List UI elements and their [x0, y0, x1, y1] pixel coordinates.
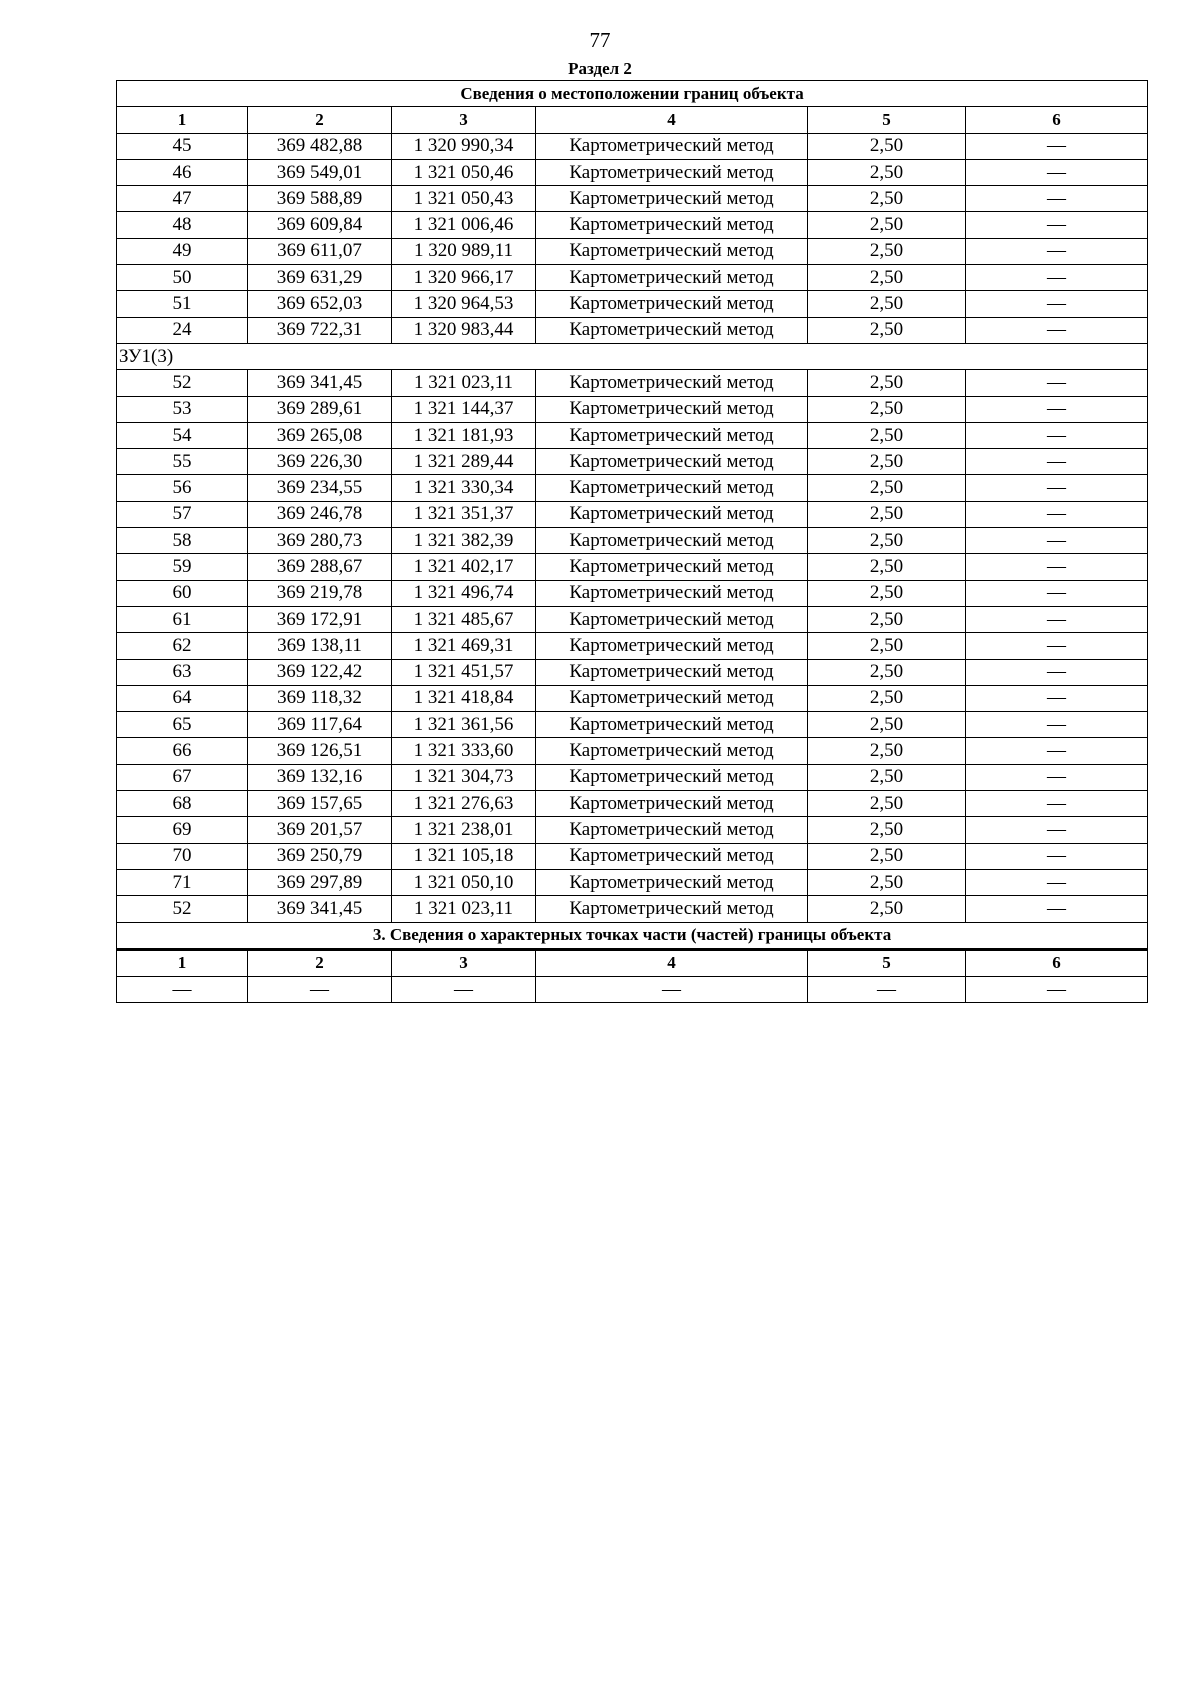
table-cell: 24	[117, 317, 248, 343]
table-cell: Картометрический метод	[536, 317, 808, 343]
part-column-header: 5	[808, 949, 966, 976]
table-cell: 1 320 989,11	[392, 238, 536, 264]
section-title: Раздел 2	[568, 59, 632, 78]
table-cell: 2,50	[808, 554, 966, 580]
table-cell: 60	[117, 580, 248, 606]
table-cell: 2,50	[808, 291, 966, 317]
table-row	[117, 606, 1148, 632]
table-cell: 2,50	[808, 896, 966, 922]
table-cell: 2,50	[808, 869, 966, 895]
table-row	[117, 449, 1148, 475]
table-cell: 63	[117, 659, 248, 685]
table-row	[117, 501, 1148, 527]
table-cell: —	[966, 817, 1148, 843]
table-row	[117, 791, 1148, 817]
table-cell: 2,50	[808, 817, 966, 843]
table-cell: Картометрический метод	[536, 580, 808, 606]
table-cell: —	[966, 317, 1148, 343]
table-cell: 2,50	[808, 475, 966, 501]
table-cell: 65	[117, 712, 248, 738]
table-row	[117, 554, 1148, 580]
table-row	[117, 580, 1148, 606]
table-cell: Картометрический метод	[536, 633, 808, 659]
table-row	[117, 475, 1148, 501]
table-row	[117, 133, 1148, 159]
table-cell: 2,50	[808, 528, 966, 554]
table-cell: 369 611,07	[248, 238, 392, 264]
table-cell: 369 126,51	[248, 738, 392, 764]
table-cell: 2,50	[808, 265, 966, 291]
table-cell: —	[966, 238, 1148, 264]
table-cell: 369 265,08	[248, 422, 392, 448]
table-cell: —	[966, 869, 1148, 895]
table-cell: 64	[117, 685, 248, 711]
table-cell: —	[966, 212, 1148, 238]
table-cell: —	[808, 977, 966, 1003]
table-cell: 1 321 023,11	[392, 896, 536, 922]
table-row	[117, 422, 1148, 448]
table-cell: —	[966, 422, 1148, 448]
table-title: Сведения о местоположении границ объекта	[117, 81, 1148, 107]
table-cell: 2,50	[808, 712, 966, 738]
table-cell: 2,50	[808, 370, 966, 396]
table-cell: 369 280,73	[248, 528, 392, 554]
table-cell: 369 226,30	[248, 449, 392, 475]
table-cell: 56	[117, 475, 248, 501]
column-header-row	[117, 107, 1148, 133]
table-cell: Картометрический метод	[536, 685, 808, 711]
table-cell: 1 320 983,44	[392, 317, 536, 343]
table-cell: —	[966, 580, 1148, 606]
table-cell: 2,50	[808, 738, 966, 764]
table-cell: —	[966, 528, 1148, 554]
table-cell: Картометрический метод	[536, 475, 808, 501]
table-cell: 1 321 469,31	[392, 633, 536, 659]
table-cell: 62	[117, 633, 248, 659]
table-cell: 369 201,57	[248, 817, 392, 843]
table-cell: 1 321 382,39	[392, 528, 536, 554]
boundary-table	[116, 80, 1148, 1003]
table-cell: 1 321 023,11	[392, 370, 536, 396]
table-row	[117, 817, 1148, 843]
table-cell: —	[248, 977, 392, 1003]
table-cell: 369 132,16	[248, 764, 392, 790]
table-cell: —	[966, 475, 1148, 501]
table-cell: 58	[117, 528, 248, 554]
table-cell: —	[966, 685, 1148, 711]
table-cell: 369 157,65	[248, 791, 392, 817]
table-cell: 2,50	[808, 212, 966, 238]
table-cell: 66	[117, 738, 248, 764]
table-cell: 369 341,45	[248, 370, 392, 396]
table-cell: —	[966, 606, 1148, 632]
table-cell: Картометрический метод	[536, 843, 808, 869]
table-cell: Картометрический метод	[536, 159, 808, 185]
table-row	[117, 712, 1148, 738]
table-cell: 47	[117, 186, 248, 212]
table-cell: Картометрический метод	[536, 896, 808, 922]
table-cell: Картометрический метод	[536, 764, 808, 790]
table-cell: 2,50	[808, 843, 966, 869]
table-row	[117, 869, 1148, 895]
table-cell: —	[966, 265, 1148, 291]
table-cell: 369 722,31	[248, 317, 392, 343]
table-cell: 369 234,55	[248, 475, 392, 501]
table-cell: 67	[117, 764, 248, 790]
table-cell: 369 609,84	[248, 212, 392, 238]
table-cell: 57	[117, 501, 248, 527]
table-cell: —	[966, 712, 1148, 738]
table-row	[117, 396, 1148, 422]
part-column-header-row	[117, 949, 1148, 976]
part-table-title-row	[117, 922, 1148, 949]
table-cell: Картометрический метод	[536, 659, 808, 685]
table-cell: 369 219,78	[248, 580, 392, 606]
table-row	[117, 317, 1148, 343]
table-row	[117, 291, 1148, 317]
part-column-header: 1	[117, 949, 248, 976]
table-cell: 1 321 330,34	[392, 475, 536, 501]
table-cell: 1 321 418,84	[392, 685, 536, 711]
column-header: 5	[808, 107, 966, 133]
table-cell: 369 289,61	[248, 396, 392, 422]
table-cell: —	[966, 764, 1148, 790]
table-cell: 45	[117, 133, 248, 159]
column-header: 3	[392, 107, 536, 133]
table-cell: 1 321 144,37	[392, 396, 536, 422]
part-column-header: 2	[248, 949, 392, 976]
table-cell: 1 321 050,46	[392, 159, 536, 185]
table-cell: 69	[117, 817, 248, 843]
table-row	[117, 764, 1148, 790]
table-cell: 369 588,89	[248, 186, 392, 212]
table-cell: —	[117, 977, 248, 1003]
column-header: 1	[117, 107, 248, 133]
table-cell: 1 321 050,43	[392, 186, 536, 212]
table-cell: 1 321 304,73	[392, 764, 536, 790]
table-cell: 2,50	[808, 606, 966, 632]
table-cell: 369 172,91	[248, 606, 392, 632]
table-cell: 52	[117, 370, 248, 396]
table-cell: 2,50	[808, 133, 966, 159]
table-cell: Картометрический метод	[536, 291, 808, 317]
table-cell: 1 321 105,18	[392, 843, 536, 869]
table-cell: —	[966, 843, 1148, 869]
table-cell: —	[966, 396, 1148, 422]
table-cell: Картометрический метод	[536, 396, 808, 422]
table-cell: 2,50	[808, 764, 966, 790]
table-row	[117, 159, 1148, 185]
table-cell: 369 118,32	[248, 685, 392, 711]
table-row	[117, 896, 1148, 922]
table-cell: 1 320 966,17	[392, 265, 536, 291]
table-cell: 369 341,45	[248, 896, 392, 922]
table-cell: Картометрический метод	[536, 265, 808, 291]
table-cell: 369 117,64	[248, 712, 392, 738]
part-table-title: 3. Сведения о характерных точках части (частей) границы объекта	[117, 922, 1148, 949]
table-cell: 51	[117, 291, 248, 317]
table-cell: Картометрический метод	[536, 501, 808, 527]
table-row	[117, 659, 1148, 685]
table-cell: 53	[117, 396, 248, 422]
table-cell: 369 138,11	[248, 633, 392, 659]
table-cell: —	[966, 791, 1148, 817]
table-cell: 68	[117, 791, 248, 817]
table-cell: 48	[117, 212, 248, 238]
table-cell: 54	[117, 422, 248, 448]
table-cell: 1 321 289,44	[392, 449, 536, 475]
table-cell: 369 122,42	[248, 659, 392, 685]
table-cell: Картометрический метод	[536, 738, 808, 764]
part-column-header: 3	[392, 949, 536, 976]
table-cell: —	[966, 186, 1148, 212]
table-cell: 2,50	[808, 159, 966, 185]
table-cell: 1 321 181,93	[392, 422, 536, 448]
table-cell: Картометрический метод	[536, 528, 808, 554]
table-cell: 1 321 485,67	[392, 606, 536, 632]
table-cell: 1 321 238,01	[392, 817, 536, 843]
table-row	[117, 685, 1148, 711]
table-cell: —	[966, 449, 1148, 475]
table-cell: 1 321 006,46	[392, 212, 536, 238]
table-cell: —	[536, 977, 808, 1003]
table-row	[117, 528, 1148, 554]
table-cell: 2,50	[808, 659, 966, 685]
table-cell: 369 482,88	[248, 133, 392, 159]
table-cell: 369 549,01	[248, 159, 392, 185]
page-number: 77	[589, 28, 611, 52]
table-cell: Картометрический метод	[536, 370, 808, 396]
table-cell: —	[966, 738, 1148, 764]
table-cell: 59	[117, 554, 248, 580]
table-cell: Картометрический метод	[536, 869, 808, 895]
table-cell: 2,50	[808, 238, 966, 264]
table-cell: Картометрический метод	[536, 449, 808, 475]
table-cell: 1 320 964,53	[392, 291, 536, 317]
part-column-header: 6	[966, 949, 1148, 976]
table-cell: 1 321 361,56	[392, 712, 536, 738]
table-cell: 2,50	[808, 501, 966, 527]
table-cell: Картометрический метод	[536, 422, 808, 448]
table-cell: 1 321 351,37	[392, 501, 536, 527]
column-header: 4	[536, 107, 808, 133]
table-cell: —	[966, 291, 1148, 317]
table-cell: Картометрический метод	[536, 554, 808, 580]
table-cell: 50	[117, 265, 248, 291]
table-cell: 71	[117, 869, 248, 895]
table-cell: 1 321 402,17	[392, 554, 536, 580]
table-cell: 2,50	[808, 396, 966, 422]
table-cell: 1 321 496,74	[392, 580, 536, 606]
group-label: ЗУ1(3)	[117, 343, 1148, 369]
table-cell: 61	[117, 606, 248, 632]
table-cell: 2,50	[808, 580, 966, 606]
table-cell: 55	[117, 449, 248, 475]
table-cell: —	[966, 977, 1148, 1003]
table-row	[117, 633, 1148, 659]
part-table-row	[117, 977, 1148, 1003]
table-cell: 1 321 333,60	[392, 738, 536, 764]
group-label-row	[117, 343, 1148, 369]
table-row	[117, 265, 1148, 291]
table-cell: 1 321 276,63	[392, 791, 536, 817]
table-cell: —	[966, 554, 1148, 580]
table-cell: 2,50	[808, 317, 966, 343]
table-cell: —	[966, 501, 1148, 527]
table-row	[117, 738, 1148, 764]
table-cell: 369 297,89	[248, 869, 392, 895]
table-cell: 46	[117, 159, 248, 185]
table-cell: Картометрический метод	[536, 212, 808, 238]
table-cell: Картометрический метод	[536, 791, 808, 817]
column-header: 2	[248, 107, 392, 133]
table-cell: 2,50	[808, 422, 966, 448]
table-cell: 1 321 050,10	[392, 869, 536, 895]
table-cell: 369 631,29	[248, 265, 392, 291]
table-cell: 52	[117, 896, 248, 922]
part-column-header: 4	[536, 949, 808, 976]
table-cell: 49	[117, 238, 248, 264]
table-row	[117, 238, 1148, 264]
table-cell: 369 288,67	[248, 554, 392, 580]
table-cell: 2,50	[808, 685, 966, 711]
table-cell: —	[966, 633, 1148, 659]
table-row	[117, 212, 1148, 238]
table-row	[117, 186, 1148, 212]
table-cell: 369 652,03	[248, 291, 392, 317]
table-cell: 1 320 990,34	[392, 133, 536, 159]
table-cell: —	[392, 977, 536, 1003]
boundary-table-body	[117, 81, 1148, 1003]
table-title-row	[117, 81, 1148, 107]
table-cell: 70	[117, 843, 248, 869]
table-cell: Картометрический метод	[536, 712, 808, 738]
table-cell: —	[966, 659, 1148, 685]
table-cell: —	[966, 159, 1148, 185]
table-cell: Картометрический метод	[536, 606, 808, 632]
table-cell: 1 321 451,57	[392, 659, 536, 685]
table-cell: —	[966, 896, 1148, 922]
table-cell: Картометрический метод	[536, 238, 808, 264]
table-cell: Картометрический метод	[536, 133, 808, 159]
table-cell: 369 246,78	[248, 501, 392, 527]
table-cell: Картометрический метод	[536, 186, 808, 212]
column-header: 6	[966, 107, 1148, 133]
table-cell: Картометрический метод	[536, 817, 808, 843]
table-cell: —	[966, 133, 1148, 159]
table-cell: —	[966, 370, 1148, 396]
table-cell: 2,50	[808, 791, 966, 817]
table-row	[117, 843, 1148, 869]
table-cell: 2,50	[808, 186, 966, 212]
table-cell: 369 250,79	[248, 843, 392, 869]
table-cell: 2,50	[808, 633, 966, 659]
table-cell: 2,50	[808, 449, 966, 475]
table-row	[117, 370, 1148, 396]
